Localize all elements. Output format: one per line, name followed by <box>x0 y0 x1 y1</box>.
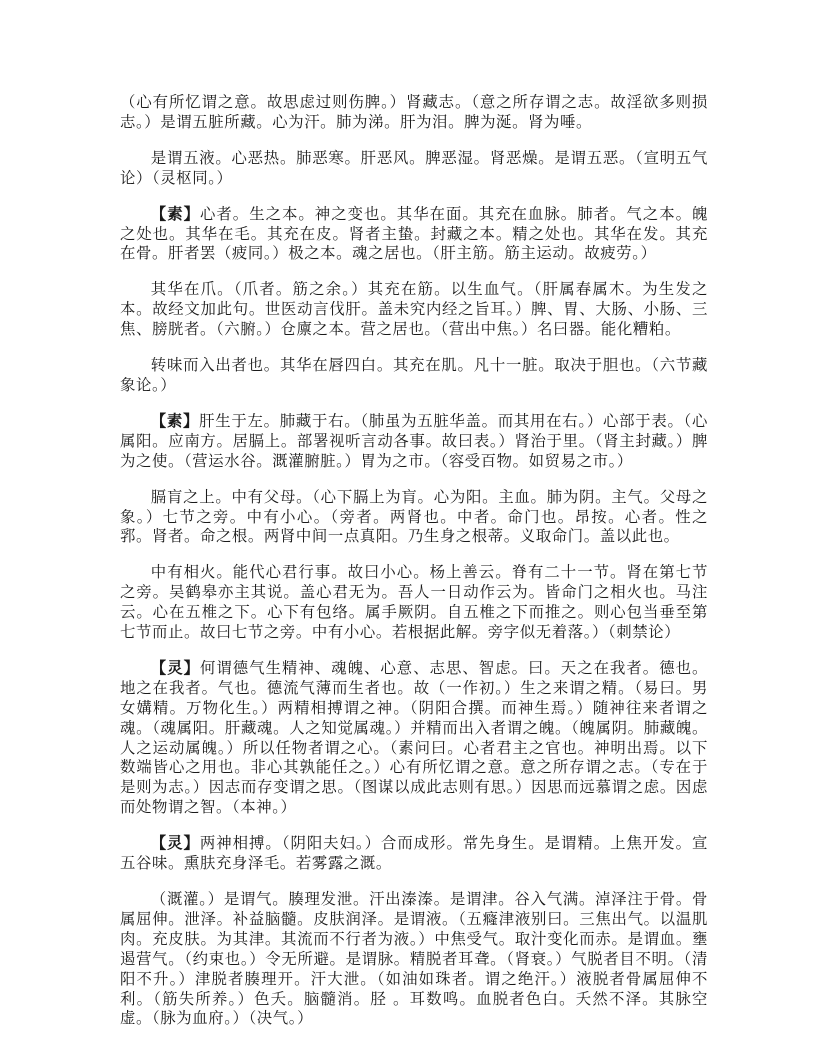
paragraph-9 <box>120 659 708 818</box>
source-tag: 【灵】 <box>150 658 200 677</box>
paragraph-text: 心者。生之本。神之变也。其华在面。其充在血脉。肺者。气之本。魄之处也。其华在毛。其充在皮。肾者主蛰。封藏之本。精之处也。其华在发。其充在骨。肝者罢（疲同。）极之本。魂之居也。（肝主筋。筋主运动。故疲劳。） <box>120 204 708 263</box>
source-tag: 【灵】 <box>150 834 200 853</box>
paragraph-text: 转味而入出者也。其华在唇四白。其充在肌。凡十一脏。取决于胆也。（六节藏象论。） <box>120 356 708 394</box>
paragraph-text: 其华在爪。（爪者。筋之余。）其充在筋。以生血气。（肝属春属木。为生发之本。故经文加此句。世医动言伐肝。盖未究内经之旨耳。）脾、胃、大肠、小肠、三焦、膀胱者。（六腑。）仓廪之本。营之居也。（营出中焦。）名曰器。能化糟粕。 <box>120 280 708 339</box>
paragraph-4 <box>120 280 708 340</box>
paragraph-8 <box>120 563 708 643</box>
paragraph-text: （溉灌。）是谓气。腠理发泄。汗出溱溱。是谓津。谷入气满。淖泽注于骨。骨属屈伸。泄泽。补益脑髓。皮肤润泽。是谓液。（五癃津液别曰。三焦出气。以温肌肉。充皮肤。为其津。其流而不行者为液。）中焦受气。取汁变化而赤。是谓血。壅遏营气。（约束也。）令无所避。是谓脉。精脱者耳聋。（肾衰。）气脱者目不明。（清阳不升。）津脱者腠理开。汗大泄。（如油如珠者。谓之绝汗。）液脱者骨属屈伸不利。（筋失所养。）色夭。脑髓消。胫 。耳数鸣。血脱者色白。夭然不泽。其脉空虚。（脉为血府。）（决气。） <box>120 890 708 1028</box>
document-page <box>120 93 708 1045</box>
paragraph-text: 中有相火。能代心君行事。故曰小心。杨上善云。脊有二十一节。肾在第七节之旁。吴鹤皋亦主其说。盖心君无为。吾人一日动作云为。皆命门之相火也。马注云。心在五椎之下。心下有包络。属手厥阴。自五椎之下而推之。则心包当垂至第七节而止。故曰七节之旁。中有小心。若根据此解。旁字似无着落。）（刺禁论） <box>120 563 708 642</box>
source-tag: 【素】 <box>150 204 200 223</box>
paragraph-text: 是谓五液。心恶热。肺恶寒。肝恶风。脾恶湿。肾恶燥。是谓五恶。（宣明五气论）（灵枢同。） <box>120 148 708 187</box>
paragraph-text: 膈肓之上。中有父母。（心下膈上为肓。心为阳。主血。肺为阴。主气。父母之象。）七节之旁。中有小心。（旁者。两肾也。中者。命门也。昂按。心者。性之郛。肾者。命之根。两肾中间一点真阳。乃生身之根蒂。义取命门。盖以此也。 <box>120 487 708 546</box>
paragraph-2 <box>120 149 708 189</box>
paragraph-text: 两神相搏。（阴阳夫妇。）合而成形。常先身生。是谓精。上焦开发。宣五谷味。熏肤充身泽毛。若雾露之溉。 <box>120 834 708 873</box>
paragraph-11 <box>120 890 708 1029</box>
paragraph-10 <box>120 834 708 874</box>
paragraph-text: 何谓德气生精神、魂魄、心意、志思、智虑。曰。天之在我者。德也。地之在我者。气也。德流气薄而生者也。故（一作初。）生之来谓之精。（易曰。男女媾精。万物化生。）两精相搏谓之神。（阴阳合撰。而神生焉。）随神往来者谓之魂。（魂属阳。肝藏魂。人之知觉属魂。）并精而出入者谓之魄。（魄属阴。肺藏魄。人之运动属魄。）所以任物者谓之心。（素问曰。心者君主之官也。神明出焉。以下数端皆心之用也。非心其孰能任之。）心有所忆谓之意。意之所存谓之志。（专在于是则为志。）因志而存变谓之思。（图谋以成此志则有思。）因思而远慕谓之虑。因虑而处物谓之智。（本神。） <box>120 658 708 817</box>
source-tag: 【素】 <box>150 411 200 430</box>
paragraph-text: 肝生于左。肺藏于右。（肺虽为五脏华盖。而其用在右。）心部于表。（心属阳。应南方。居膈上。部署视听言动各事。故曰表。）肾治于里。（肾主封藏。）脾为之使。（营运水谷。溉灌腑脏。）胃为之市。（容受百物。如贸易之市。） <box>120 411 708 470</box>
paragraph-1 <box>120 93 708 133</box>
paragraph-7 <box>120 488 708 548</box>
paragraph-5 <box>120 356 708 396</box>
paragraph-text: （心有所忆谓之意。故思虑过则伤脾。）肾藏志。（意之所存谓之志。故淫欲多则损志。）是谓五脏所藏。心为汗。肺为涕。肝为泪。脾为涎。肾为唾。 <box>120 93 708 131</box>
paragraph-3 <box>120 205 708 265</box>
paragraph-6 <box>120 412 708 472</box>
